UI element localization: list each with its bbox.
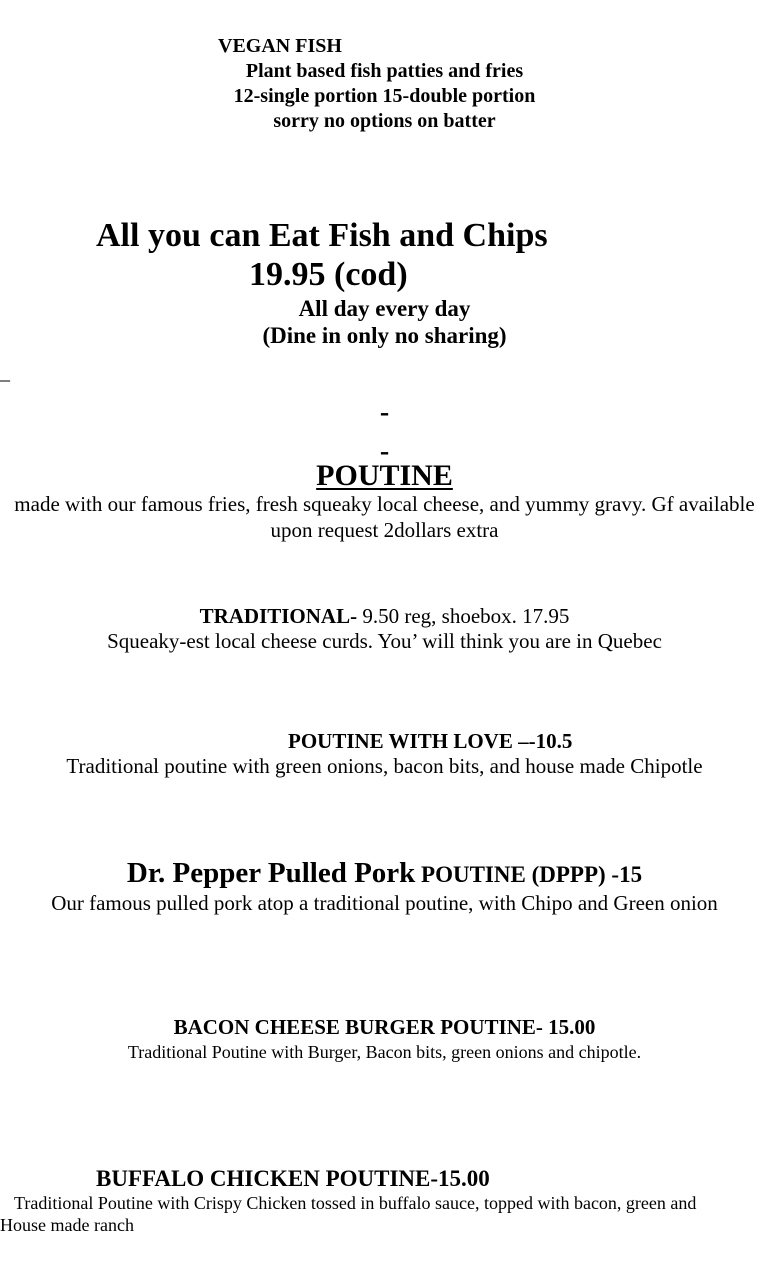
poutine-description-line-1: made with our famous fries, fresh squeaky local cheese, and yummy gravy. Gf available: [14, 492, 755, 516]
all-you-can-eat-price: 19.95 (cod): [249, 256, 408, 293]
all-you-can-eat-title: All you can Eat Fish and Chips: [96, 217, 548, 254]
dppp-name-suffix: POUTINE (DPPP) -15: [415, 862, 643, 887]
poutine-with-love-title: POUTINE WITH LOVE –-10.5: [288, 729, 573, 753]
traditional-price: 9.50 reg, shoebox. 17.95: [357, 604, 570, 628]
center-dash-1: -: [379, 397, 390, 428]
poutine-with-love-description: Traditional poutine with green onions, bacon bits, and house made Chipotle: [66, 754, 703, 778]
dppp-description: Our famous pulled pork atop a traditional poutine, with Chipo and Green onion: [51, 891, 718, 915]
vegan-fish-note: sorry no options on batter: [273, 110, 496, 132]
center-dash-2: -: [379, 436, 390, 467]
bacon-cheese-burger-description: Traditional Poutine with Burger, Bacon bits, green onions and chipotle.: [127, 1042, 642, 1062]
vegan-fish-portions: 12-single portion 15-double portion: [233, 85, 536, 107]
poutine-description-line-2: upon request 2dollars extra: [270, 518, 499, 542]
all-you-can-eat-when: All day every day: [298, 296, 471, 321]
traditional-description: Squeaky-est local cheese curds. You’ will think you are in Quebec: [107, 629, 662, 653]
all-you-can-eat-terms: (Dine in only no sharing): [262, 323, 507, 348]
buffalo-chicken-description-line-1: Traditional Poutine with Crispy Chicken tossed in buffalo sauce, topped with bacon, green and: [14, 1193, 697, 1213]
left-dash: _: [0, 362, 10, 384]
buffalo-chicken-title: BUFFALO CHICKEN POUTINE-15.00: [96, 1166, 490, 1191]
dppp-title: [0, 859, 769, 888]
traditional-title: [0, 606, 769, 627]
buffalo-chicken-description-line-2: House made ranch: [0, 1215, 134, 1235]
poutine-heading: POUTINE: [316, 459, 453, 492]
vegan-fish-title: VEGAN FISH: [218, 35, 342, 57]
vegan-fish-description: Plant based fish patties and fries: [245, 60, 524, 82]
traditional-name: TRADITIONAL-: [199, 604, 358, 628]
dppp-name: Dr. Pepper Pulled Pork: [126, 857, 416, 889]
bacon-cheese-burger-title: BACON CHEESE BURGER POUTINE- 15.00: [173, 1015, 596, 1039]
